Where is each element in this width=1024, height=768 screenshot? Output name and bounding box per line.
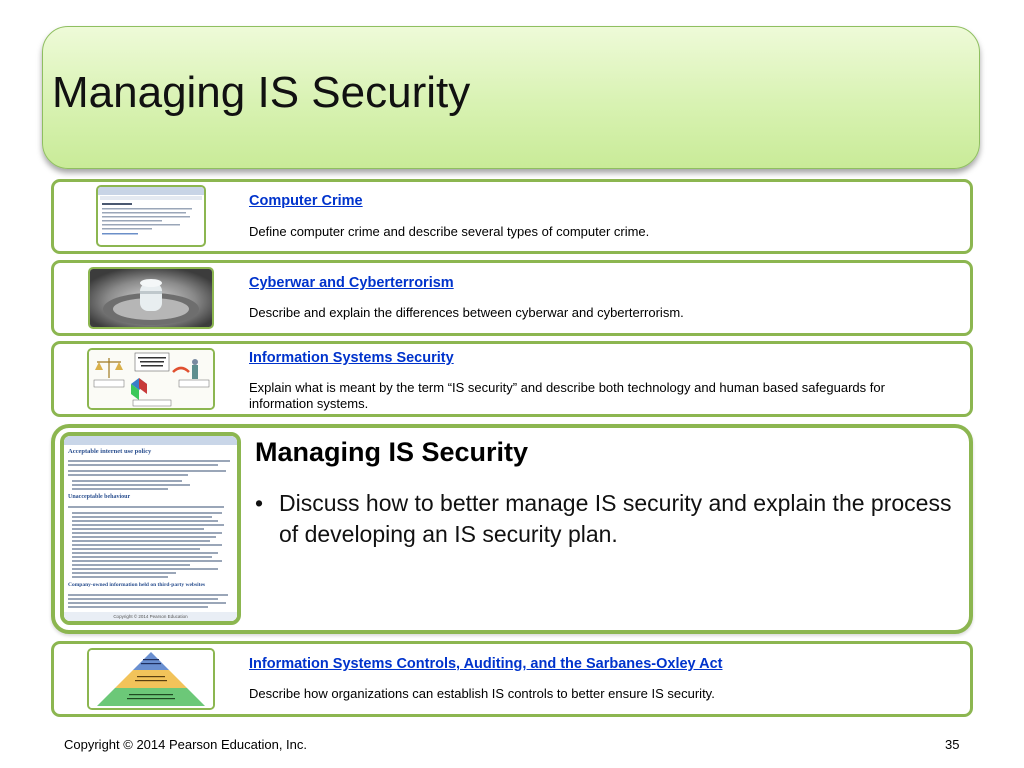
page-number: 35 <box>945 737 960 752</box>
cyberwar-link[interactable]: Cyberwar and Cyberterrorism <box>249 275 454 291</box>
managing-is-security-thumbnail <box>60 432 241 625</box>
managing-is-security-title: Managing IS Security <box>255 437 529 467</box>
reactor-photo-image <box>90 269 212 327</box>
pyramid-diagram-image <box>89 650 213 708</box>
managing-is-security-bullet <box>255 488 955 550</box>
is-controls-link[interactable]: Information Systems Controls, Auditing, and the Sarbanes-Oxley Act <box>249 656 723 672</box>
is-controls-description: Describe how organizations can establish IS controls to better ensure IS security. <box>249 686 715 701</box>
thumbnail-heading: Acceptable internet use policy <box>68 448 152 455</box>
browser-window-image <box>98 187 204 245</box>
is-security-link[interactable]: Information Systems Security <box>249 350 454 366</box>
cyberwar-thumbnail <box>88 267 214 329</box>
policy-document-image <box>64 436 237 621</box>
cyberwar-description: Describe and explain the differences between cyberwar and cyberterrorism. <box>249 305 684 320</box>
thumbnail-section: Unacceptable behaviour <box>68 494 131 500</box>
computer-crime-thumbnail <box>96 185 206 247</box>
bullet-marker: • <box>255 490 264 516</box>
thumbnail-footer: Copyright © 2014 Pearson Education <box>64 612 237 621</box>
copyright-text: Copyright © 2014 Pearson Education, Inc. <box>64 737 308 752</box>
is-controls-thumbnail <box>87 648 215 710</box>
is-security-thumbnail <box>87 348 215 410</box>
computer-crime-link[interactable]: Computer Crime <box>249 193 363 209</box>
is-security-description: Explain what is meant by the term “IS security” and describe both technology and human based safeguards for information systems. <box>249 380 885 411</box>
security-diagram-image <box>89 350 213 408</box>
managing-is-security-bullet-text: Discuss how to better manage IS security and explain the process of developing an IS security plan. <box>279 490 952 547</box>
thumbnail-section-2: Company-owned information held on third-party websites <box>68 582 206 588</box>
slide-title: Managing IS Security <box>52 68 471 117</box>
computer-crime-description: Define computer crime and describe several types of computer crime. <box>249 224 650 239</box>
